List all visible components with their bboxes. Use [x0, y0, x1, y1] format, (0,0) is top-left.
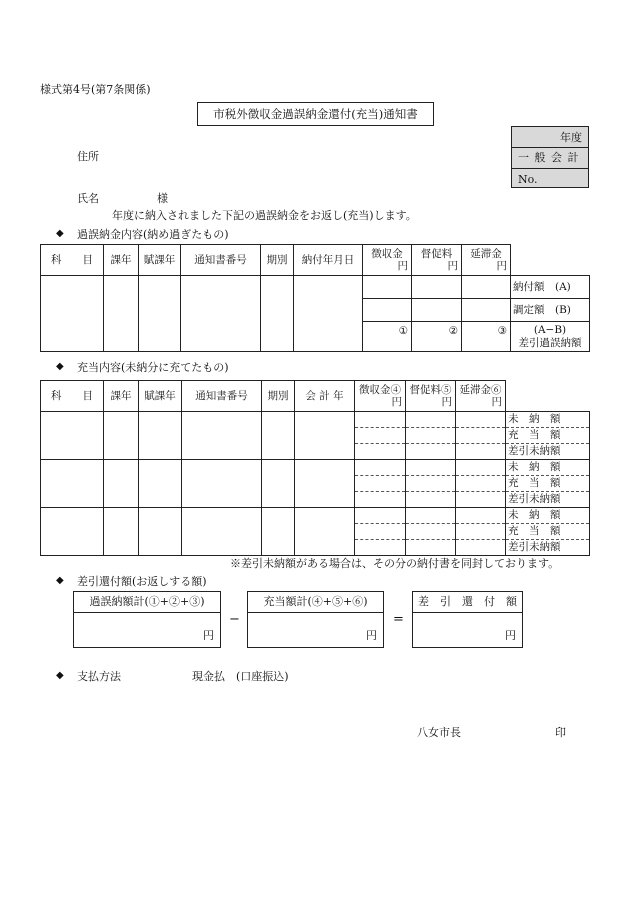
assessed-amount-label: 調定額 (B) [511, 299, 590, 322]
col-levy-year: 賦課年 [139, 245, 181, 276]
mark-3: ③ [462, 322, 511, 352]
enclosure-note: ※差引未納額がある場合は、その分の納付書を同封しております。 [230, 557, 560, 570]
col-tax-year: 課年 [104, 381, 139, 412]
mayor-title: 八女市長 [417, 726, 461, 739]
col-period: 期別 [262, 381, 295, 412]
col-reminder-fee: 督促料 円 [412, 245, 462, 276]
refund-total-box [412, 591, 523, 648]
bullet-icon: ◆ [56, 228, 64, 239]
unpaid-label: 未 納 額 [506, 508, 590, 524]
overpayment-total-box [73, 591, 221, 648]
bullet-icon: ◆ [56, 575, 64, 586]
fiscal-year-label: 年度 [560, 131, 582, 144]
yen-unit: 円 [203, 629, 214, 642]
name-label: 氏名 [77, 192, 99, 205]
allocation-total-label: 充当額計(④+⑤+⑥) [248, 592, 383, 613]
col-reminder-5: 督促料⑤ 円 [406, 381, 456, 412]
col-collection: 徴収金 円 [363, 245, 412, 276]
account-label: 一 般 会 計 [518, 151, 580, 164]
allocation-table [40, 380, 590, 556]
allocated-label: 充 当 額 [506, 524, 590, 540]
section1-heading: 過誤納金内容(納め過ぎたもの) [77, 228, 229, 241]
unpaid-label: 未 納 額 [506, 412, 590, 428]
equals-sign: = [393, 612, 404, 627]
overpayment-total-label: 過誤納額計(①+②+③) [74, 592, 220, 613]
payment-method-label: 支払方法 [77, 670, 121, 683]
col-levy-year: 賦課年 [139, 381, 182, 412]
section3-heading: 差引還付額(お返しする額) [77, 575, 207, 588]
col-subject: 科 目 [41, 381, 104, 412]
remaining-label: 差引未納額 [506, 540, 590, 556]
col-late-6: 延滞金⑥ 円 [456, 381, 506, 412]
address-label: 住所 [77, 150, 99, 163]
fiscal-box [511, 126, 589, 188]
refund-total-label: 差 引 還 付 額 [413, 592, 522, 613]
number-label: No. [518, 173, 538, 186]
payment-method-value: 現金払 (口座振込) [192, 670, 289, 683]
intro-text: 年度に納入されました下記の過誤納金をお返し(充当)します。 [112, 209, 417, 222]
minus-sign: − [229, 612, 240, 627]
yen-unit: 円 [366, 629, 377, 642]
form-number: 様式第4号(第7条関係) [40, 83, 151, 96]
title-box [197, 102, 434, 126]
remaining-label: 差引未納額 [506, 492, 590, 508]
mark-1: ① [363, 322, 412, 352]
seal-mark: 印 [555, 726, 566, 739]
allocated-label: 充 当 額 [506, 476, 590, 492]
col-subject: 科 目 [41, 245, 104, 276]
col-notice-number: 通知書番号 [182, 381, 262, 412]
bullet-icon: ◆ [56, 670, 64, 681]
col-collection-4: 徴収金④ 円 [355, 381, 406, 412]
honorific: 様 [157, 192, 168, 205]
allocation-total-box [247, 591, 384, 648]
col-notice-number: 通知書番号 [181, 245, 261, 276]
page-title: 市税外徴収金過誤納金還付(充当)通知書 [213, 107, 418, 121]
bullet-icon: ◆ [56, 361, 64, 372]
unpaid-label: 未 納 額 [506, 460, 590, 476]
section2-heading: 充当内容(未納分に充てたもの) [77, 361, 229, 374]
difference-label: (A−B) 差引過誤納額 [511, 322, 590, 352]
col-payment-date: 納付年月日 [294, 245, 363, 276]
col-tax-year: 課年 [104, 245, 139, 276]
col-late-fee: 延滞金 円 [462, 245, 511, 276]
col-fiscal-year: 会 計 年 [295, 381, 355, 412]
paid-amount-label: 納付額 (A) [511, 276, 590, 299]
yen-unit: 円 [505, 629, 516, 642]
mark-2: ② [412, 322, 462, 352]
remaining-label: 差引未納額 [506, 444, 590, 460]
overpayment-table [40, 244, 590, 352]
col-period: 期別 [261, 245, 294, 276]
allocated-label: 充 当 額 [506, 428, 590, 444]
